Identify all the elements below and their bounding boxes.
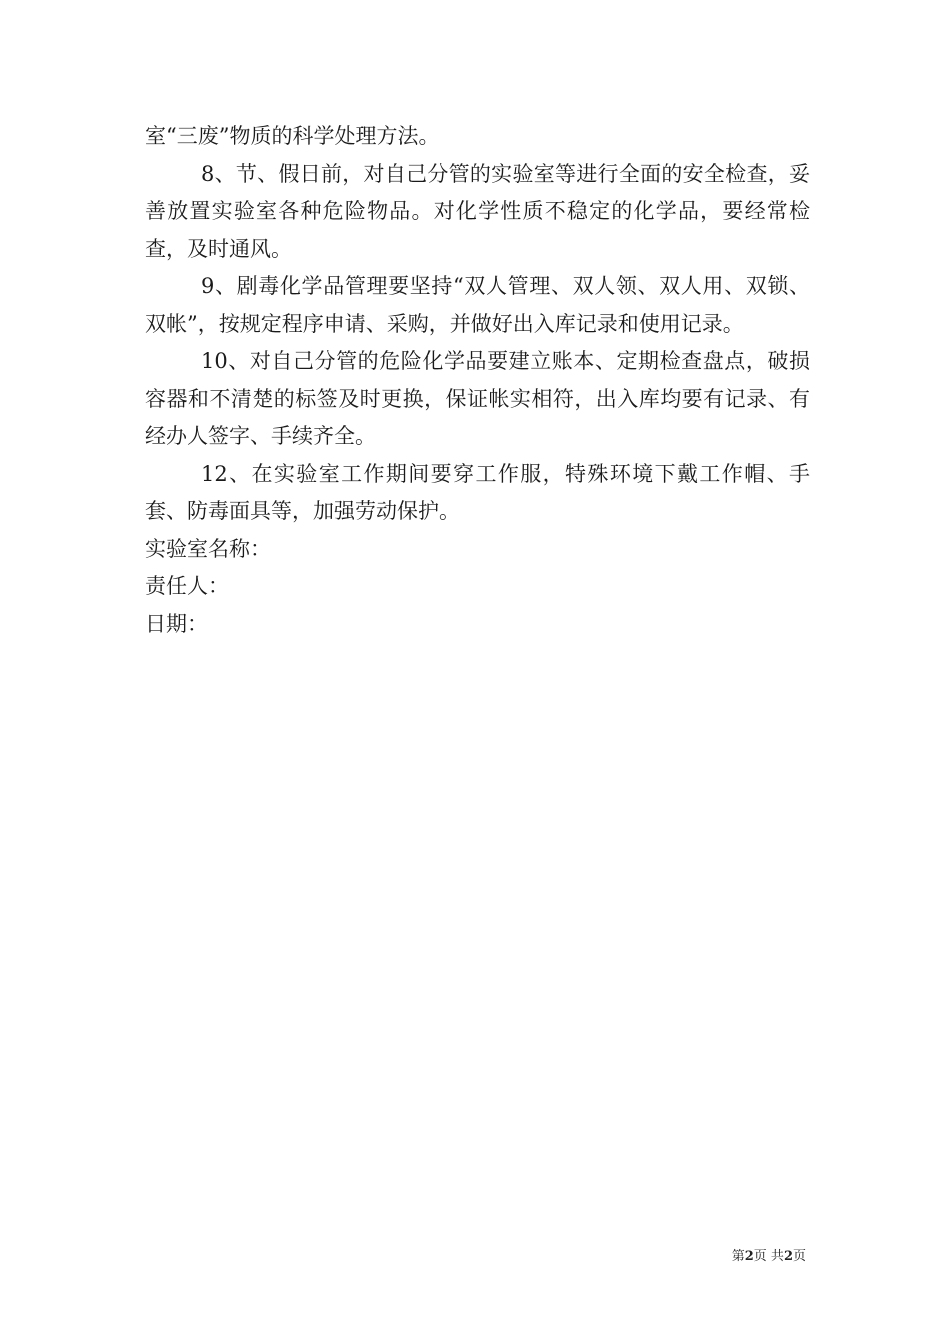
- paragraph-item-10: 10、对自己分管的危险化学品要建立账本、定期检查盘点，破损容器和不清楚的标签及时更换，保证帐实相符，出入库均要有记录、有经办人签字、手续齐全。: [145, 349, 810, 448]
- footer-middle: 页 共: [753, 1249, 784, 1264]
- footer-prefix: 第: [731, 1249, 745, 1264]
- responsible-person-field: 责任人：: [145, 574, 229, 598]
- paragraph-item-12: 12、在实验室工作期间要穿工作服，特殊环境下戴工作帽、手套、防毒面具等，加强劳动保护。: [145, 461, 810, 523]
- document-body: [145, 118, 810, 643]
- total-pages-number: 2: [783, 1249, 793, 1264]
- paragraph-continuation: 室“三废”物质的科学处理方法。: [145, 124, 440, 148]
- footer-suffix: 页: [792, 1249, 806, 1264]
- paragraph-item-9: 9、剧毒化学品管理要坚持“双人管理、双人领、双人用、双锁、双帐”，按规定程序申请、采购，并做好出入库记录和使用记录。: [145, 274, 810, 336]
- page-number-footer: [732, 1248, 806, 1266]
- current-page-number: 2: [744, 1249, 754, 1264]
- paragraph-item-8: 8、节、假日前，对自己分管的实验室等进行全面的安全检查，妥善放置实验室各种危险物品。对化学性质不稳定的化学品，要经常检查，及时通风。: [145, 161, 810, 261]
- date-field: 日期：: [145, 611, 208, 636]
- lab-name-field: 实验室名称：: [145, 536, 271, 561]
